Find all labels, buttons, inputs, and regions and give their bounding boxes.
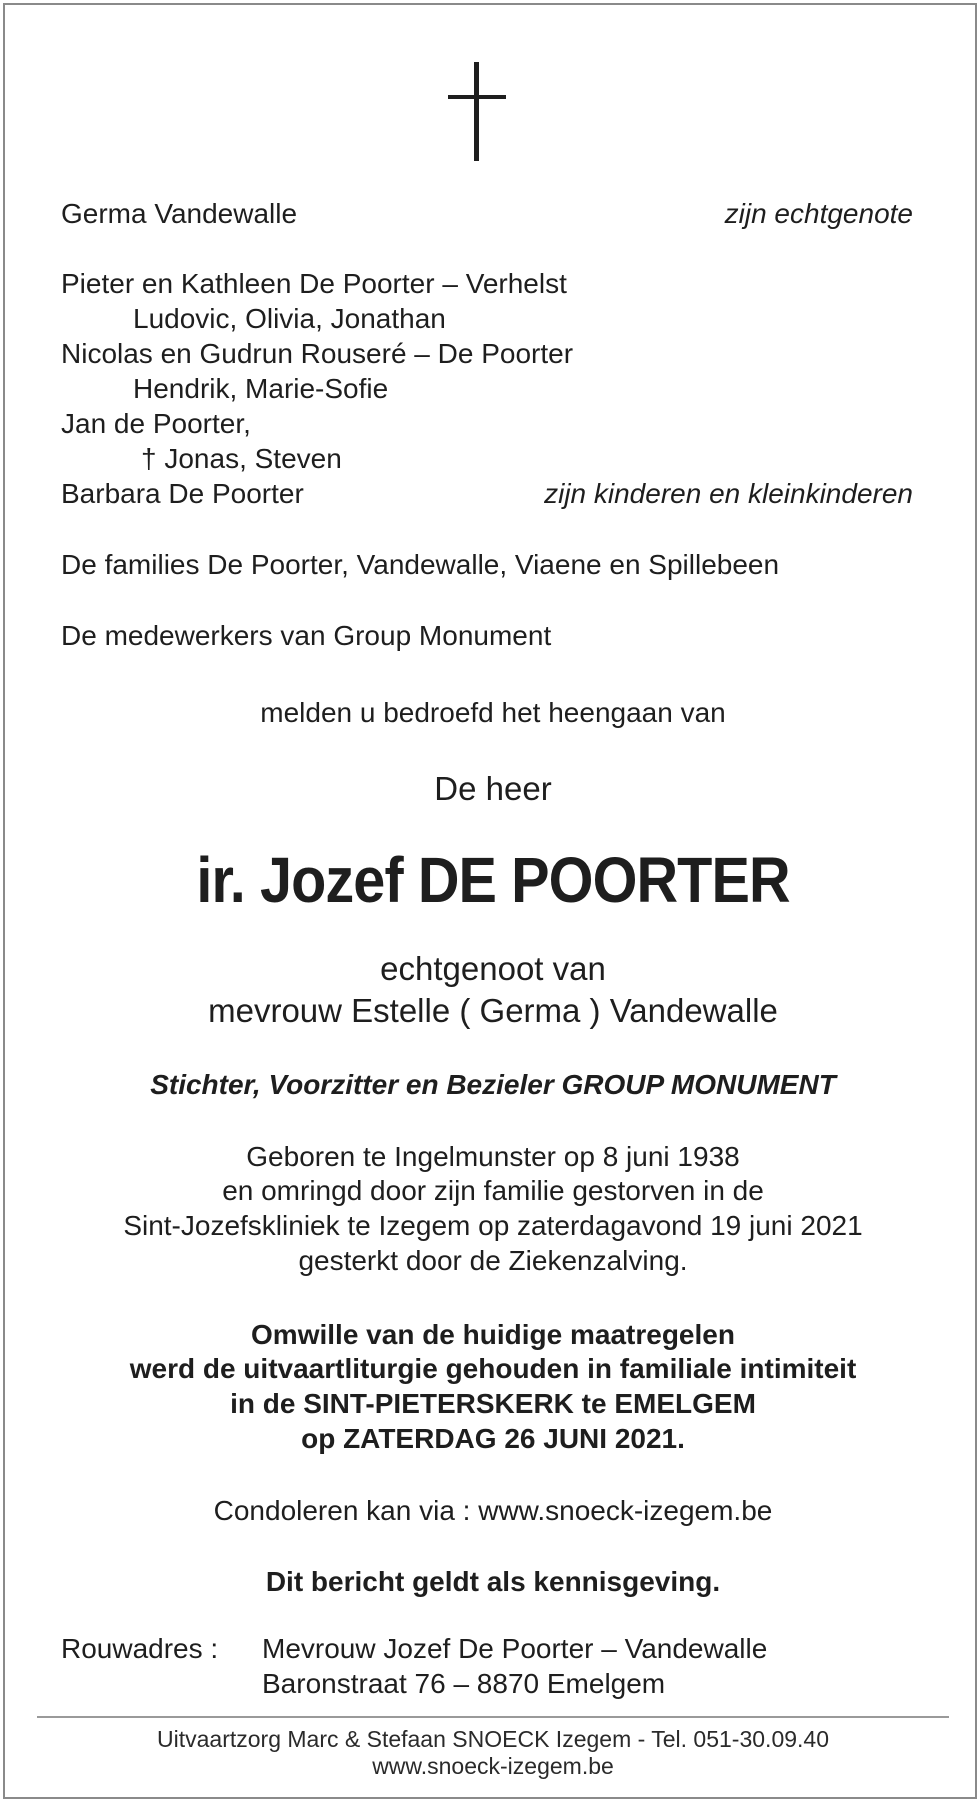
condolence-line: Condoleren kan via : www.snoeck-izegem.be xyxy=(213,1495,773,1526)
grandchildren-line-1: Ludovic, Olivia, Jonathan xyxy=(133,303,446,334)
families-line: De families De Poorter, Vandewalle, Viaene en Spillebeen xyxy=(61,549,780,580)
born-died-line-2: en omringd door zijn familie gestorven in de xyxy=(222,1175,764,1206)
child-line-1: Pieter en Kathleen De Poorter – Verhelst xyxy=(61,268,567,299)
address-line-1: Mevrouw Jozef De Poorter – Vandewalle xyxy=(262,1633,768,1664)
children-role: zijn kinderen en kleinkinderen xyxy=(544,478,913,509)
grandchildren-line-3: † Jonas, Steven xyxy=(141,443,342,474)
spouse-name: Germa Vandewalle xyxy=(61,198,298,229)
born-died-line-1: Geboren te Ingelmunster op 8 juni 1938 xyxy=(246,1141,740,1172)
address-line-2: Baronstraat 76 – 8870 Emelgem xyxy=(262,1668,666,1699)
funeral-line-4: op ZATERDAG 26 JUNI 2021. xyxy=(301,1423,685,1454)
staff-line: De medewerkers van Group Monument xyxy=(61,620,552,651)
child-line-4: Barbara De Poorter xyxy=(61,478,304,509)
husband-of-line-1: echtgenoot van xyxy=(380,950,606,987)
deceased-title: Stichter, Voorzitter en Bezieler GROUP MONUMENT xyxy=(150,1069,836,1100)
footer-undertaker: Uitvaartzorg Marc & Stefaan SNOECK Izegem - Tel. 051-30.09.40 xyxy=(157,1726,829,1752)
cross-icon-vertical xyxy=(474,62,479,161)
address-label: Rouwadres : xyxy=(61,1633,219,1664)
notice-line: Dit bericht geldt als kennisgeving. xyxy=(265,1566,721,1597)
footer-divider xyxy=(37,1716,949,1718)
grandchildren-line-2: Hendrik, Marie-Sofie xyxy=(133,373,389,404)
child-line-3: Jan de Poorter, xyxy=(61,408,251,439)
spouse-role: zijn echtgenote xyxy=(724,198,913,229)
funeral-line-1: Omwille van de huidige maatregelen xyxy=(251,1319,735,1350)
announce-line: melden u bedroefd het heengaan van xyxy=(260,697,726,728)
cross-icon-horizontal xyxy=(448,95,506,99)
funeral-line-2: werd de uitvaartliturgie gehouden in familiale intimiteit xyxy=(129,1353,857,1384)
deceased-name: ir. Jozef DE POORTER xyxy=(196,844,790,916)
footer-website: www.snoeck-izegem.be xyxy=(372,1753,614,1779)
husband-of-line-2: mevrouw Estelle ( Germa ) Vandewalle xyxy=(208,992,778,1029)
child-line-2: Nicolas en Gudrun Rouseré – De Poorter xyxy=(61,338,574,369)
born-died-line-4: gesterkt door de Ziekenzalving. xyxy=(298,1245,688,1276)
obituary-card xyxy=(3,3,977,1799)
funeral-line-3: in de SINT-PIETERSKERK te EMELGEM xyxy=(230,1388,756,1419)
honorific: De heer xyxy=(434,770,552,807)
born-died-line-3: Sint-Jozefskliniek te Izegem op zaterdagavond 19 juni 2021 xyxy=(123,1210,863,1241)
